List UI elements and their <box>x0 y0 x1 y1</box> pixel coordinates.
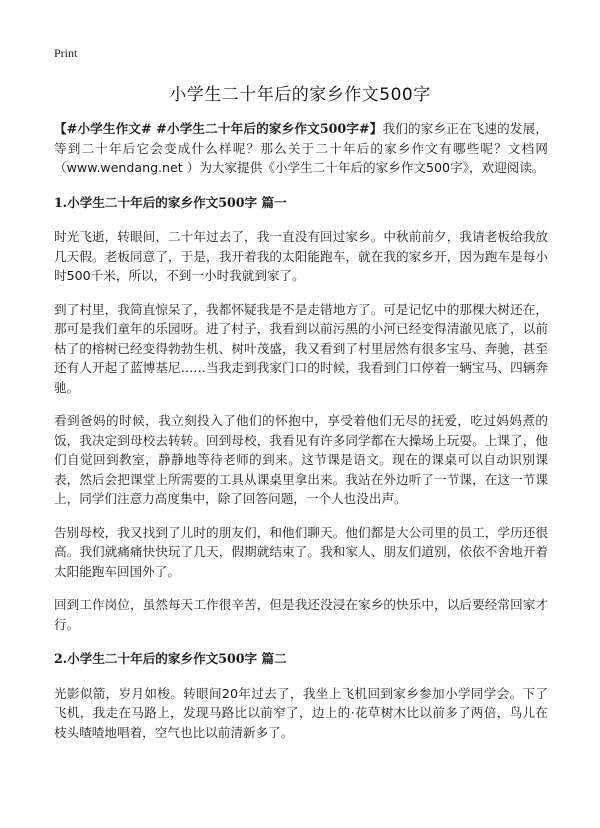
print-label[interactable]: Print <box>54 46 78 60</box>
section-heading-2: 2.小学生二十年后的家乡作文500字 篇二 <box>54 651 287 666</box>
article-body <box>54 119 548 742</box>
section-heading-1: 1.小学生二十年后的家乡作文500字 篇一 <box>54 194 287 210</box>
paragraph: 看到爸妈的时候，我立刻投入了他们的怀抱中，享受着他们无尽的抚爱，吃过妈妈煮的饭，我决定到母校去转转。回到母校，我看见有许多同学都在大操场上玩耍。上课了，他们自觉回到教室，静静地等待老师的到来。这节课是语文。现在的课桌可以自动识别课表，然后会把课堂上所需要的工具从课桌里拿出来。我站在外边听了一节课，在这一节课上，同学们注意力高度集中，除了回答问题，一个人也没出声。 <box>54 413 548 506</box>
intro-text: 我们的家乡正在飞速的发展，等到二十年后它会变成什么样呢？那么关于二十年后的家乡作文有哪些呢？文档网（www.wendang.net ）为大家提供《小学生二十年后的家乡作文500字》，欢迎阅读。 <box>54 121 548 175</box>
paragraph: 光影似箭，岁月如梭。转眼间20年过去了，我坐上飞机回到家乡参加小学同学会。下了飞机，我走在马路上，发现马路比以前窄了，边上的·花草树木比以前多了两倍，鸟儿在枝头喳喳地唱着，空气也比以前清新多了。 <box>54 685 548 740</box>
intro-paragraph <box>54 119 548 178</box>
paragraph: 时光飞逝，转眼间，二十年过去了，我一直没有回过家乡。中秋前前夕，我请老板给我放几天假。老板同意了，于是，我开着我的太阳能跑车，就在我的家乡开，因为跑车是每小时500千米，所以，不到一小时我就到家了。 <box>54 229 548 283</box>
paragraph: 到了村里，我简直惊呆了，我都怀疑我是不是走错地方了。可是记忆中的那棵大树还在，那可是我们童年的乐园呀。进了村子，我看到以前污黑的小河已经变得清澈见底了，以前枯了的榕树已经变得勃勃生机、树叶茂盛，我又看到了村里居然有很多宝马、奔驰，甚至还有人开起了蓝博基尼……当我走到我家门口的时候，我看到门口停着一辆宝马、四辆奔驰。 <box>54 301 548 395</box>
intro-tag: 【#小学生作文# #小学生二十年后的家乡作文500字#】 <box>54 121 383 136</box>
paragraph: 告别母校，我又找到了儿时的朋友们，和他们聊天。他们都是大公司里的员工，学历还很高。我们就痛痛快快玩了几天，假期就结束了。我和家人、朋友们道别，依依不舍地开着太阳能跑车回国外了。 <box>54 524 548 579</box>
paragraph: 回到工作岗位，虽然每天工作很辛苦，但是我还没浸在家乡的快乐中，以后要经常回家才行。 <box>54 597 548 632</box>
page-title: 小学生二十年后的家乡作文500字 <box>169 85 431 105</box>
